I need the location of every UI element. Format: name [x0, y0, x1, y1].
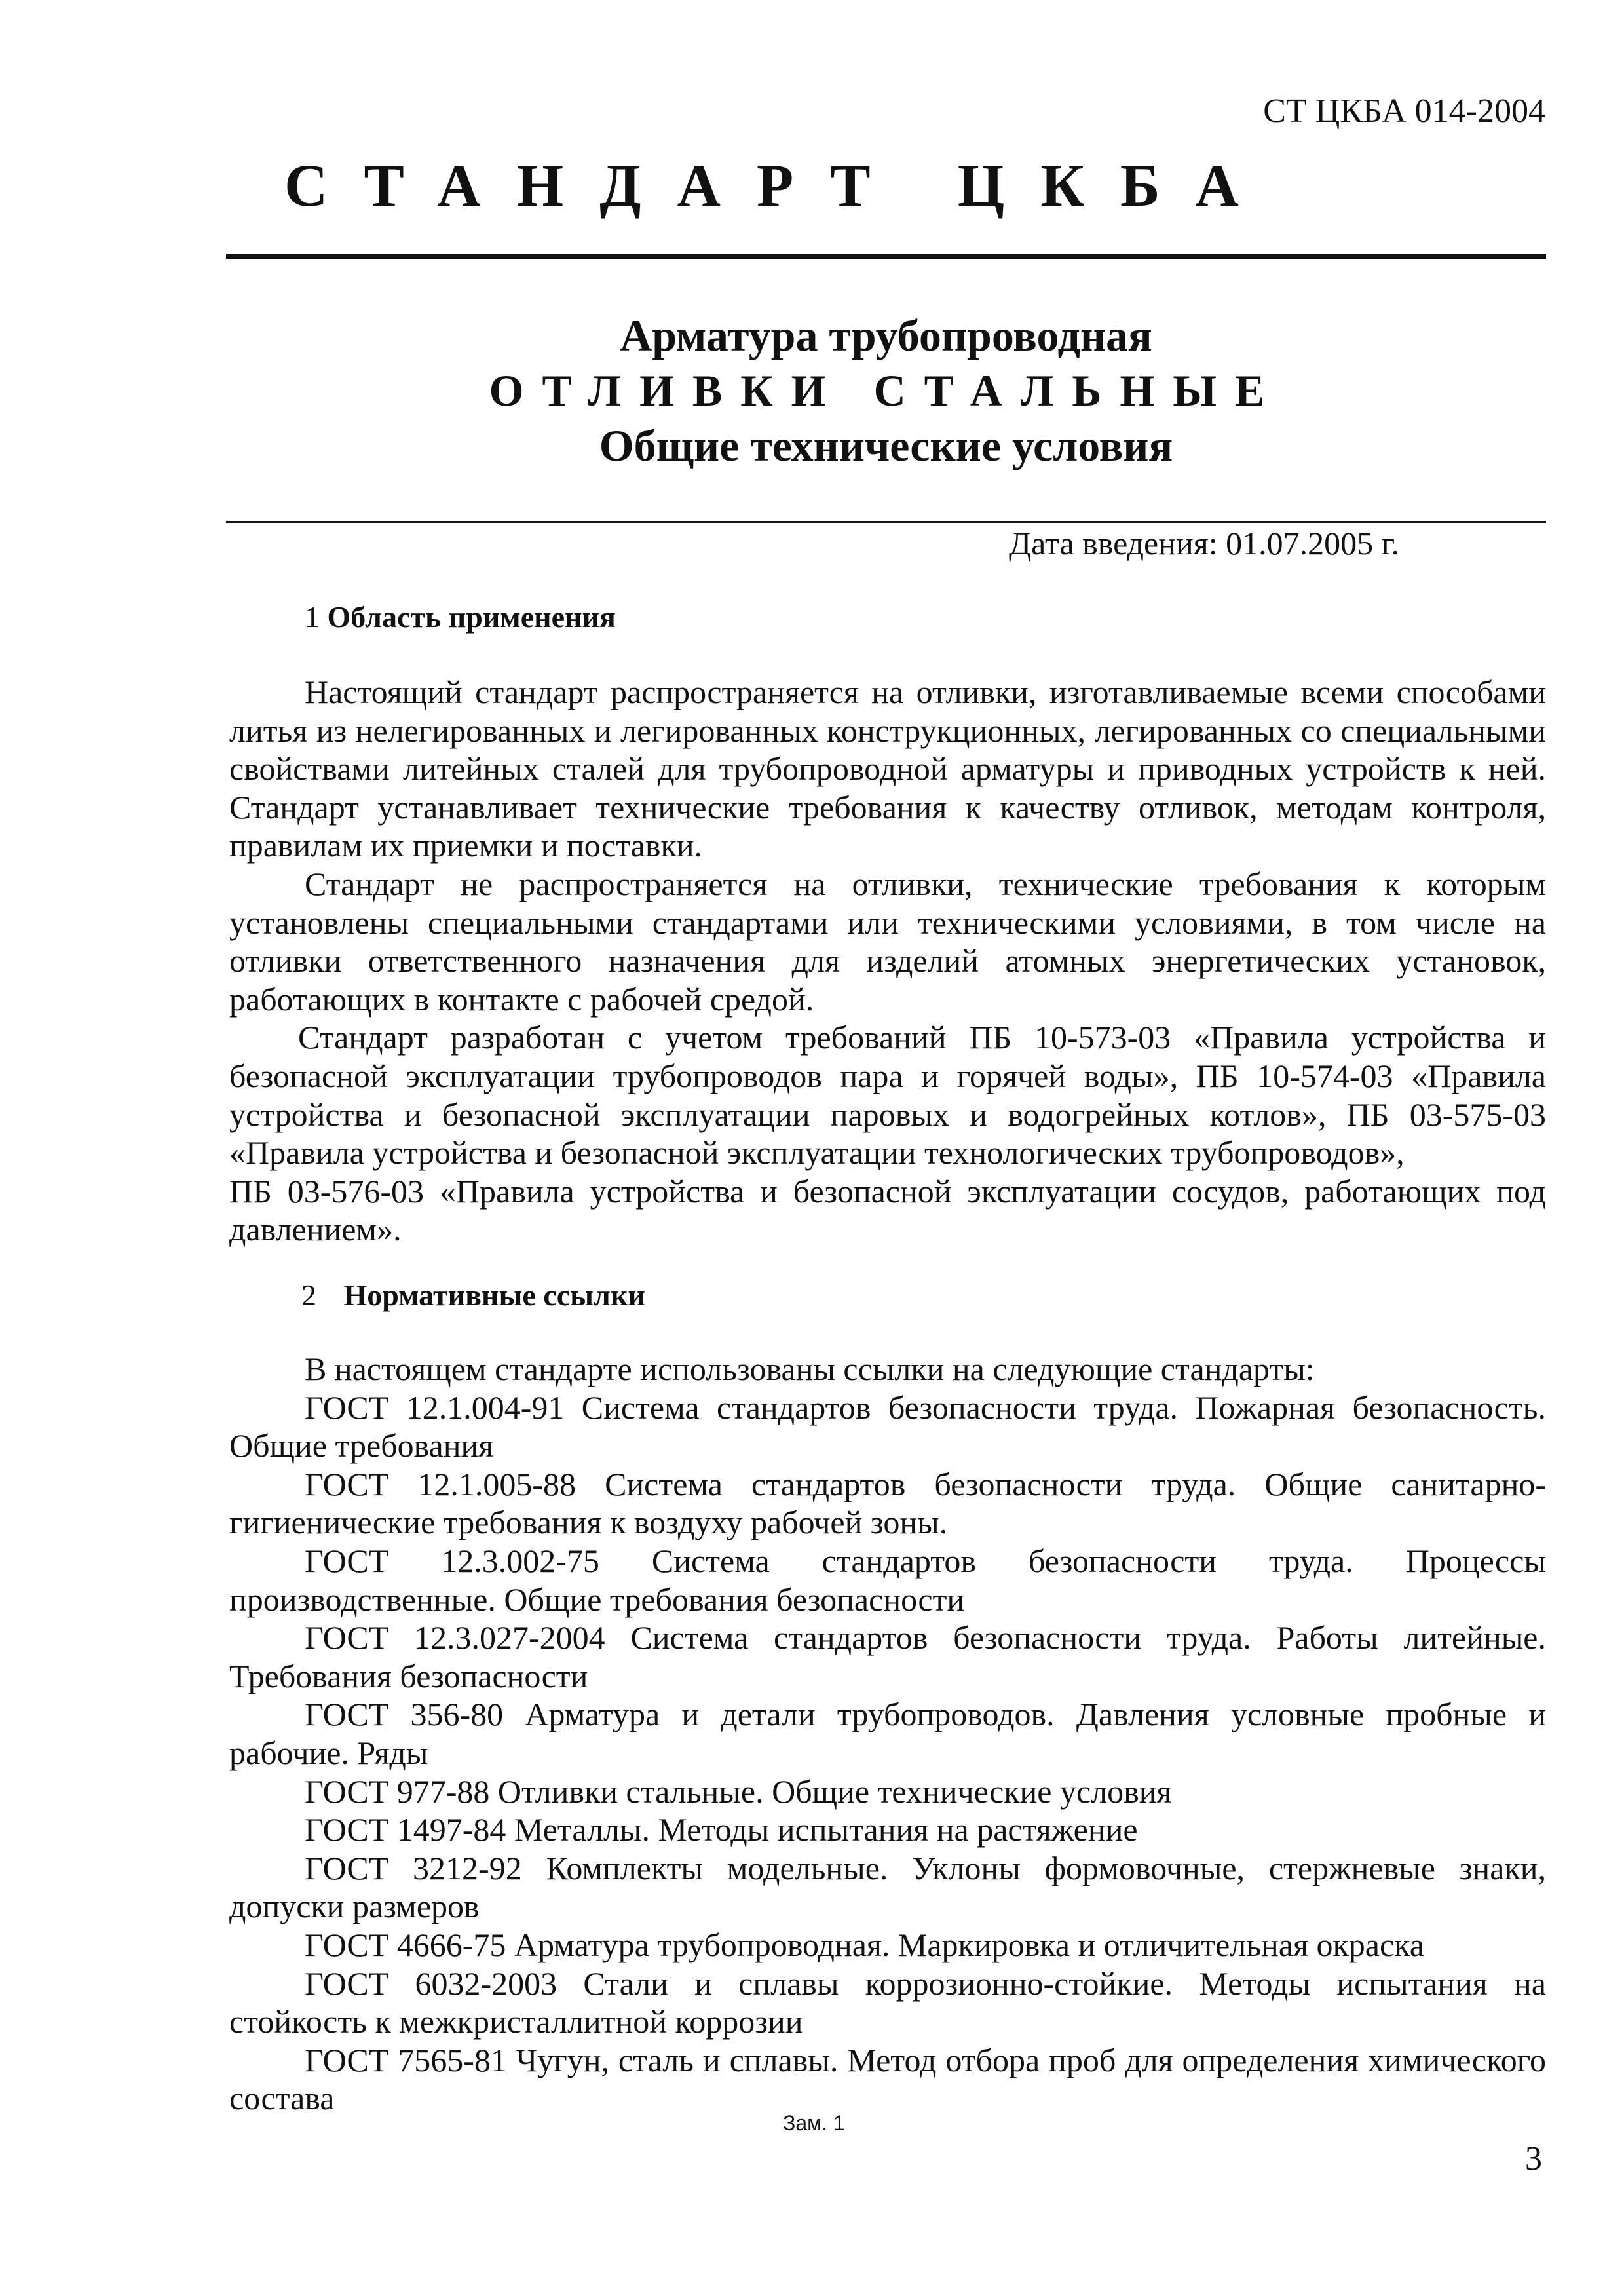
header-divider — [226, 254, 1546, 259]
standard-title: СТАНДАРТ ЦКБА — [284, 152, 1275, 219]
section-2-title: Нормативные ссылки — [343, 1278, 645, 1312]
section-1-paragraph: Настоящий стандарт распространяется на отливки, изготавливаемые всеми способами литья из нелегированных и легированных конструкционных, легированных со специальными свойствами литейных сталей для трубопроводной арматуры и приводных устройств к ней. Стандарт устанавливает технические требования к качеству отливок, методам контроля, правилам их приемки и поставки. — [229, 674, 1546, 864]
document-code: СТ ЦКБА 014-2004 — [1263, 92, 1545, 130]
section-1-paragraph: Стандарт разработан с учетом требований ПБ 10-573-03 «Правила устройства и безопасной эксплуатации трубопроводов пара и горячей воды», ПБ 10-574-03 «Правила устройства и безопасной эксплуатации паровых и водогрейных котлов», ПБ 03-575-03 «Правила устройства и безопасной эксплуатации технологических трубопроводов», — [229, 1019, 1546, 1172]
reference-item: ГОСТ 356-80 Арматура и детали трубопроводов. Давления условные пробные и рабочие. Ряды — [229, 1696, 1546, 1771]
page-number: 3 — [1525, 2140, 1542, 2177]
section-1-paragraph: Стандарт не распространяется на отливки, технические требования к которым установлены специальными стандартами или техническими условиями, в том числе на отливки ответственного назначения для изделий атомных энергетических установок, работающих в контакте с рабочей средой. — [229, 865, 1546, 1018]
section-1-body — [229, 673, 1546, 1249]
section-1-heading — [305, 600, 616, 634]
section-2-heading — [301, 1278, 645, 1312]
title-line-1: Арматура трубопроводная — [620, 311, 1152, 360]
reference-item: ГОСТ 7565-81 Чугун, сталь и сплавы. Метод отбора проб для определения химического состава — [229, 2041, 1546, 2117]
reference-item: ГОСТ 6032-2003 Стали и сплавы коррозионно-стойкие. Методы испытания на стойкость к межкристаллитной коррозии — [229, 1964, 1546, 2040]
document-title-block — [226, 308, 1546, 473]
title-line-3: Общие технические условия — [599, 421, 1173, 470]
title-line-2: ОТЛИВКИ СТАЛЬНЫЕ — [489, 366, 1283, 415]
reference-item: ГОСТ 4666-75 Арматура трубопроводная. Маркировка и отличительная окраска — [305, 1926, 1424, 1963]
section-1-number: 1 — [305, 600, 320, 634]
reference-item: ГОСТ 977-88 Отливки стальные. Общие технические условия — [305, 1772, 1172, 1810]
section-1-paragraph: ПБ 03-576-03 «Правила устройства и безопасной эксплуатации сосудов, работающих под давлением». — [229, 1172, 1546, 1248]
amendment-note: Зам. 1 — [783, 2111, 845, 2135]
reference-item: ГОСТ 12.3.002-75 Система стандартов безопасности труда. Процессы производственные. Общие требования безопасности — [229, 1542, 1546, 1618]
references-intro: В настоящем стандарте использованы ссылки на следующие стандарты: — [305, 1350, 1315, 1387]
section-1-title: Область применения — [327, 600, 616, 634]
reference-item: ГОСТ 12.3.027-2004 Система стандартов безопасности труда. Работы литейные. Требования безопасности — [229, 1619, 1546, 1694]
introduction-date: Дата введения: 01.07.2005 г. — [1009, 525, 1400, 562]
reference-item: ГОСТ 1497-84 Металлы. Методы испытания на растяжение — [305, 1811, 1138, 1848]
normative-references — [229, 1350, 1546, 2118]
reference-item: ГОСТ 12.1.004-91 Система стандартов безопасности труда. Пожарная безопасность. Общие требования — [229, 1388, 1546, 1464]
title-divider — [226, 521, 1546, 523]
reference-item: ГОСТ 3212-92 Комплекты модельные. Уклоны формовочные, стержневые знаки, допуски размеров — [229, 1849, 1546, 1925]
section-2-number: 2 — [301, 1278, 316, 1312]
reference-item: ГОСТ 12.1.005-88 Система стандартов безопасности труда. Общие санитарно-гигиенические требования к воздуху рабочей зоны. — [229, 1465, 1546, 1541]
